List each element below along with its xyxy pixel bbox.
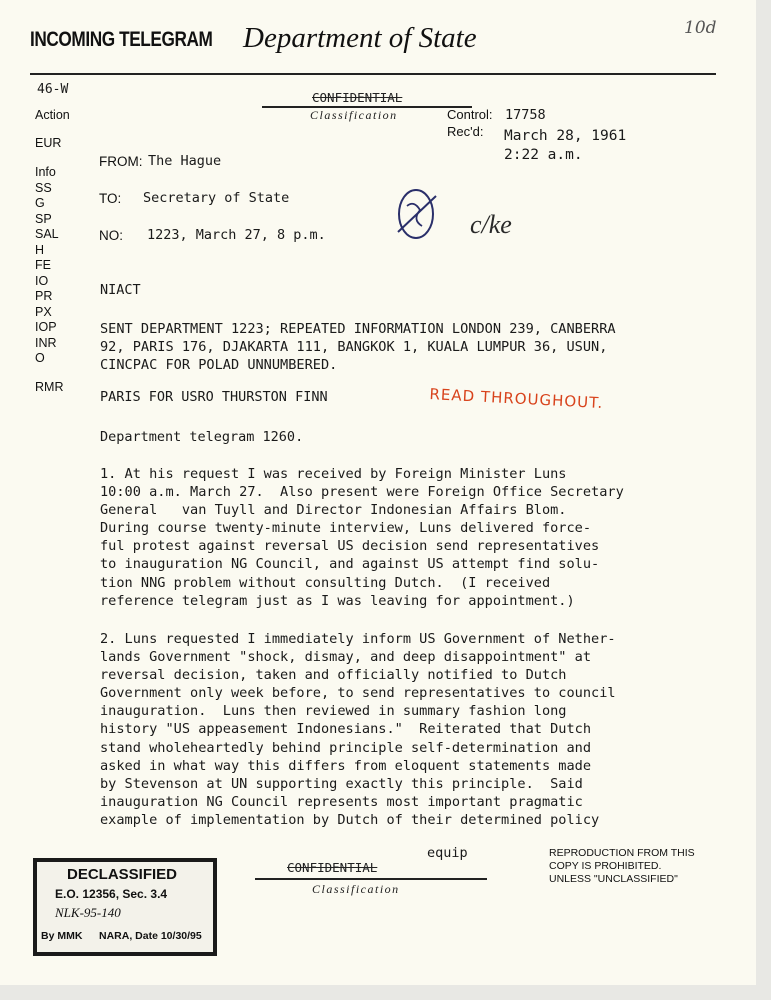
info-office: FE [35,258,51,272]
paragraph-2 [100,630,616,829]
paragraph-line: inauguration NG Council represents most important pragmatic [100,793,583,810]
reproduction-notice [549,847,695,886]
to-label: TO: [99,191,122,206]
classification-bottom-label: Classification [312,882,400,896]
form-title: INCOMING TELEGRAM [30,28,213,51]
paragraph-line: 1. At his request I was received by Foreign Minister Luns [100,466,567,482]
classification-bottom-rule [255,878,487,880]
from-label: FROM: [99,154,143,169]
paragraph-line: reference telegram just as I was leaving for appointment.) [100,592,575,609]
info-office: INR [35,335,57,350]
distribution-line: SENT DEPARTMENT 1223; REPEATED INFORMATION LONDON 239, CANBERRA [100,321,616,337]
handwritten-initials: c/ke [470,210,512,239]
header-rule [30,73,716,75]
paragraph-line: by Stevenson at UN supporting exactly this principle. Said [100,775,583,792]
info-office: IOP [35,320,57,334]
paragraph-line: 10:00 a.m. March 27. Also present were Foreign Office Secretary [100,484,624,501]
stamp-case-number: NLK-95-140 [55,905,121,920]
info-office: H [35,242,45,257]
paragraph-line: ful protest against reversal US decision send representatives [100,538,600,555]
paragraph-1 [100,465,624,610]
action-office: EUR [35,135,62,150]
distribution-block [100,320,616,374]
paragraph-line: reversal decision, taken and officially notified to Dutch [100,667,567,684]
agency-title: Department of State [243,22,477,54]
control-label: Control: [447,107,493,122]
paragraph-line: stand wholeheartedly behind principle self-determination and [100,739,592,756]
info-office: G [35,196,45,210]
paragraph-line: During course twenty-minute interview, Luns delivered force- [100,520,592,537]
paragraph-line: history "US appeasement Indonesians." Reiterated that Dutch [100,721,592,738]
control-number: 17758 [505,107,546,123]
paragraph-line: lands Government "shock, dismay, and deep disappointment" at [100,649,592,666]
info-office: O [35,351,45,365]
paragraph-line: to inauguration NG Council, and against US attempt find solu- [100,556,600,573]
distribution-line: 92, PARIS 176, DJAKARTA 111, BANGKOK 1, KUALA LUMPUR 36, USUN, [100,339,608,356]
declassified-stamp [33,858,217,956]
notice-line: REPRODUCTION FROM THIS [549,847,695,859]
rmr-label: RMR [35,379,64,394]
paragraph-line: tion NNG problem without consulting Dutch. (I received [100,574,551,591]
received-date: March 28, 1961 [504,128,627,144]
info-label: Info [35,165,56,179]
received-time: 2:22 a.m. [504,147,583,163]
notice-line: COPY IS PROHIBITED. [549,860,662,872]
routing-column [35,108,70,395]
stamp-date: NARA, Date 10/30/95 [99,930,202,942]
classification-top: CONFIDENTIAL [312,90,403,105]
paragraph-line: Government only week before, to send representatives to council [100,685,616,702]
from-value: The Hague [148,153,222,169]
paragraph-line: asked in what way this differs from eloquent statements made [100,757,592,774]
continuation-word: equip [427,845,468,861]
info-office: PX [35,304,52,319]
classification-bottom: CONFIDENTIAL [287,860,378,875]
handwritten-annotation: READ THROUGHOUT. [429,385,604,413]
form-number: 46-W [37,82,69,97]
received-label: Rec'd: [447,124,484,139]
paragraph-line: example of implementation by Dutch of their determined policy [100,811,600,828]
number-label: NO: [99,228,124,243]
reference-line: Department telegram 1260. [100,429,304,445]
paragraph-line: inauguration. Luns then reviewed in summary fashion long [100,703,567,720]
number-value: 1223, March 27, 8 p.m. [147,227,326,243]
info-office: PR [35,289,53,303]
info-office: SS [35,180,52,195]
paragraph-line: 2. Luns requested I immediately inform US Government of Nether- [100,631,616,647]
stamp-title: DECLASSIFIED [67,866,178,883]
to-value: Secretary of State [143,190,290,206]
precedence: NIACT [100,282,141,298]
handwritten-initials-mark [392,186,442,244]
paris-line: PARIS FOR USRO THURSTON FINN [100,389,328,405]
action-label: Action [35,108,70,122]
stamp-authority: E.O. 12356, Sec. 3.4 [55,887,168,901]
stamp-by: By MMK [41,930,83,942]
classification-top-label: Classification [310,108,398,122]
info-office: SP [35,211,52,226]
info-office: SAL [35,227,59,241]
info-office: IO [35,273,49,288]
page-mark: 10d [684,18,717,38]
distribution-line: CINCPAC FOR POLAD UNNUMBERED. [100,357,338,374]
paragraph-line: General van Tuyll and Director Indonesian Affairs Blom. [100,502,567,519]
notice-line: UNLESS "UNCLASSIFIED" [549,873,678,885]
